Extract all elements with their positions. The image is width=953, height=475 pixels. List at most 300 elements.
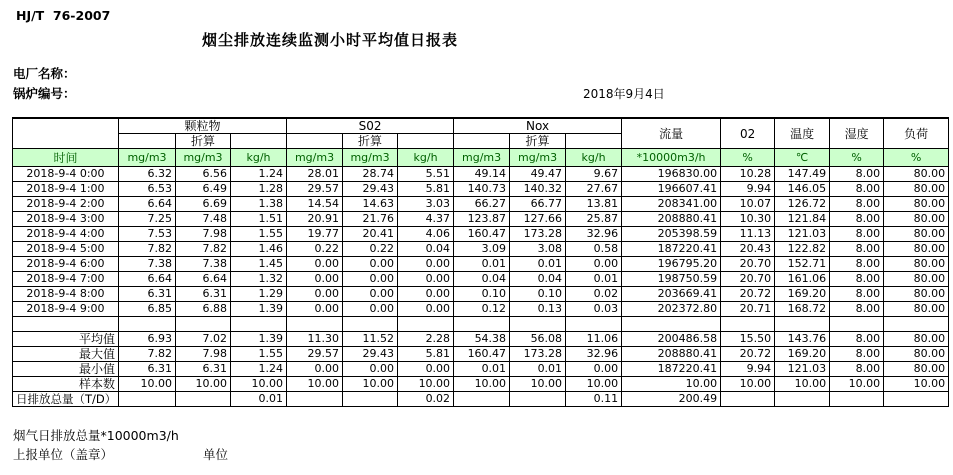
value-cell: 32.96 (566, 347, 622, 362)
value-cell: 80.00 (884, 242, 949, 257)
value-cell: 161.06 (775, 272, 830, 287)
value-cell: 1.55 (231, 347, 287, 362)
standard-code: HJ/T 76-2007 (16, 8, 111, 23)
value-cell: 80.00 (884, 212, 949, 227)
blank-cell (13, 317, 119, 332)
value-cell: 0.13 (510, 302, 566, 317)
table-row (13, 227, 949, 242)
value-cell: 0.00 (287, 257, 343, 272)
value-cell: 196830.00 (622, 167, 721, 182)
value-cell: 160.47 (454, 227, 510, 242)
value-cell: 80.00 (884, 167, 949, 182)
value-cell: 11.06 (566, 332, 622, 347)
value-cell: 27.67 (566, 182, 622, 197)
value-cell: 123.87 (454, 212, 510, 227)
value-cell: 9.67 (566, 167, 622, 182)
value-cell: 200.49 (622, 392, 721, 407)
summary-row (13, 377, 949, 392)
value-cell: 0.00 (287, 362, 343, 377)
value-cell: 7.82 (176, 242, 231, 257)
blank-cell (398, 134, 454, 149)
value-cell: 169.20 (775, 347, 830, 362)
value-cell: 143.76 (775, 332, 830, 347)
time-cell: 2018-9-4 4:00 (13, 227, 119, 242)
value-cell: 5.51 (398, 167, 454, 182)
value-cell: 196607.41 (622, 182, 721, 197)
value-cell (510, 392, 566, 407)
value-cell (830, 392, 884, 407)
value-cell: 8.00 (830, 242, 884, 257)
time-cell: 2018-9-4 6:00 (13, 257, 119, 272)
value-cell: 173.28 (510, 227, 566, 242)
value-cell: 29.57 (287, 347, 343, 362)
value-cell: 0.00 (343, 302, 398, 317)
corner-cell (13, 118, 119, 149)
value-cell: 1.24 (231, 362, 287, 377)
value-cell: 8.00 (830, 167, 884, 182)
value-cell: 0.00 (287, 287, 343, 302)
value-cell: 1.32 (231, 272, 287, 287)
value-cell: 8.00 (830, 182, 884, 197)
value-cell (884, 392, 949, 407)
value-cell: 200486.58 (622, 332, 721, 347)
value-cell: 6.64 (119, 197, 176, 212)
value-cell: 0.00 (398, 257, 454, 272)
value-cell: 0.02 (398, 392, 454, 407)
value-cell (775, 392, 830, 407)
value-cell (176, 392, 231, 407)
value-cell: 10.00 (884, 377, 949, 392)
value-cell: 6.88 (176, 302, 231, 317)
value-cell: 20.41 (343, 227, 398, 242)
value-cell: 11.52 (343, 332, 398, 347)
value-cell: 8.00 (830, 362, 884, 377)
table-row (13, 197, 949, 212)
value-cell: 7.38 (176, 257, 231, 272)
value-cell: 147.49 (775, 167, 830, 182)
value-cell: 8.00 (830, 272, 884, 287)
time-cell: 2018-9-4 2:00 (13, 197, 119, 212)
plant-name-label: 电厂名称： (13, 66, 76, 81)
reporting-unit-label: 上报单位（盖章） (13, 447, 114, 462)
unit-cell: % (884, 149, 949, 167)
value-cell: 121.84 (775, 212, 830, 227)
time-column-header: 时间 (13, 149, 119, 167)
value-cell: 0.00 (343, 272, 398, 287)
value-cell: 8.00 (830, 212, 884, 227)
converted-label-particulate: 折算 (176, 134, 231, 149)
value-cell: 160.47 (454, 347, 510, 362)
value-cell: 19.77 (287, 227, 343, 242)
time-cell: 2018-9-4 5:00 (13, 242, 119, 257)
value-cell: 8.00 (830, 302, 884, 317)
value-cell: 0.01 (454, 257, 510, 272)
value-cell: 80.00 (884, 182, 949, 197)
table-row (13, 212, 949, 227)
value-cell (287, 392, 343, 407)
blank-cell (884, 317, 949, 332)
value-cell: 20.71 (721, 302, 775, 317)
blank-cell (231, 317, 287, 332)
value-cell: 6.93 (119, 332, 176, 347)
value-cell: 5.81 (398, 347, 454, 362)
value-cell (119, 392, 176, 407)
unit-cell: mg/m3 (454, 149, 510, 167)
daily-total-row (13, 392, 949, 407)
value-cell: 21.76 (343, 212, 398, 227)
value-cell: 80.00 (884, 257, 949, 272)
value-cell: 0.00 (398, 287, 454, 302)
value-cell: 6.31 (119, 362, 176, 377)
blank-cell (119, 134, 176, 149)
value-cell: 0.58 (566, 242, 622, 257)
value-cell: 208880.41 (622, 212, 721, 227)
value-cell: 0.00 (287, 302, 343, 317)
summary-row-label: 最小值 (13, 362, 119, 377)
summary-row (13, 362, 949, 377)
value-cell: 0.22 (287, 242, 343, 257)
table-row (13, 242, 949, 257)
value-cell: 28.01 (287, 167, 343, 182)
value-cell: 196795.20 (622, 257, 721, 272)
group-particulate: 颗粒物 (119, 118, 287, 134)
value-cell: 198750.59 (622, 272, 721, 287)
unit-label: 单位 (203, 447, 229, 462)
time-cell: 2018-9-4 8:00 (13, 287, 119, 302)
value-cell: 10.30 (721, 212, 775, 227)
value-cell: 0.10 (454, 287, 510, 302)
value-cell: 1.39 (231, 332, 287, 347)
value-cell: 0.00 (343, 362, 398, 377)
unit-cell: mg/m3 (287, 149, 343, 167)
value-cell: 10.00 (176, 377, 231, 392)
unit-cell: kg/h (566, 149, 622, 167)
value-cell: 0.04 (398, 242, 454, 257)
value-cell: 168.72 (775, 302, 830, 317)
value-cell: 20.72 (721, 287, 775, 302)
value-cell: 0.10 (510, 287, 566, 302)
time-cell: 2018-9-4 1:00 (13, 182, 119, 197)
table-body (13, 167, 949, 407)
value-cell: 127.66 (510, 212, 566, 227)
value-cell: 202372.80 (622, 302, 721, 317)
value-cell: 15.50 (721, 332, 775, 347)
value-cell: 80.00 (884, 287, 949, 302)
value-cell: 0.04 (454, 272, 510, 287)
blank-cell (510, 317, 566, 332)
unit-cell: ℃ (775, 149, 830, 167)
value-cell: 10.00 (721, 377, 775, 392)
value-cell: 205398.59 (622, 227, 721, 242)
unit-cell: % (830, 149, 884, 167)
value-cell: 6.31 (176, 362, 231, 377)
boiler-no-label: 锅炉编号： (13, 86, 76, 101)
value-cell: 0.01 (454, 362, 510, 377)
value-cell: 10.00 (510, 377, 566, 392)
col-temperature: 温度 (775, 118, 830, 149)
value-cell: 0.02 (566, 287, 622, 302)
value-cell: 1.39 (231, 302, 287, 317)
value-cell: 7.82 (119, 347, 176, 362)
value-cell: 1.51 (231, 212, 287, 227)
empty-row (13, 317, 949, 332)
value-cell: 1.45 (231, 257, 287, 272)
value-cell: 7.53 (119, 227, 176, 242)
col-load: 负荷 (884, 118, 949, 149)
unit-cell: kg/h (231, 149, 287, 167)
table-row (13, 257, 949, 272)
value-cell: 0.03 (566, 302, 622, 317)
value-cell: 122.82 (775, 242, 830, 257)
value-cell: 169.20 (775, 287, 830, 302)
value-cell: 80.00 (884, 332, 949, 347)
col-humidity: 湿度 (830, 118, 884, 149)
value-cell: 3.03 (398, 197, 454, 212)
value-cell: 3.09 (454, 242, 510, 257)
value-cell: 8.00 (830, 257, 884, 272)
blank-cell (398, 317, 454, 332)
value-cell: 208880.41 (622, 347, 721, 362)
value-cell: 208341.00 (622, 197, 721, 212)
value-cell: 28.74 (343, 167, 398, 182)
summary-row-label: 平均值 (13, 332, 119, 347)
value-cell: 10.07 (721, 197, 775, 212)
daily-total-label: 日排放总量（T/D） (13, 392, 119, 407)
value-cell (343, 392, 398, 407)
time-cell: 2018-9-4 3:00 (13, 212, 119, 227)
value-cell: 1.24 (231, 167, 287, 182)
value-cell: 10.00 (566, 377, 622, 392)
value-cell: 121.03 (775, 227, 830, 242)
unit-cell: % (721, 149, 775, 167)
value-cell: 1.55 (231, 227, 287, 242)
flue-gas-total-note: 烟气日排放总量*10000m3/h (13, 428, 179, 443)
value-cell (721, 392, 775, 407)
blank-cell (622, 317, 721, 332)
value-cell: 173.28 (510, 347, 566, 362)
value-cell: 8.00 (830, 197, 884, 212)
value-cell: 80.00 (884, 347, 949, 362)
value-cell: 126.72 (775, 197, 830, 212)
value-cell: 54.38 (454, 332, 510, 347)
value-cell: 6.85 (119, 302, 176, 317)
value-cell: 29.43 (343, 347, 398, 362)
value-cell: 6.64 (176, 272, 231, 287)
value-cell: 66.27 (454, 197, 510, 212)
unit-cell: *10000m3/h (622, 149, 721, 167)
table-row (13, 287, 949, 302)
value-cell: 1.29 (231, 287, 287, 302)
value-cell: 10.28 (721, 167, 775, 182)
value-cell: 0.01 (510, 257, 566, 272)
table-row (13, 302, 949, 317)
value-cell: 10.00 (454, 377, 510, 392)
value-cell: 49.47 (510, 167, 566, 182)
converted-label-so2: 折算 (343, 134, 398, 149)
value-cell: 4.37 (398, 212, 454, 227)
table-group-header-row (13, 118, 949, 134)
value-cell: 4.06 (398, 227, 454, 242)
value-cell: 7.48 (176, 212, 231, 227)
value-cell: 10.00 (622, 377, 721, 392)
value-cell: 49.14 (454, 167, 510, 182)
value-cell: 0.04 (510, 272, 566, 287)
value-cell: 7.38 (119, 257, 176, 272)
group-so2: S02 (287, 118, 454, 134)
value-cell: 0.12 (454, 302, 510, 317)
value-cell: 187220.41 (622, 242, 721, 257)
value-cell: 29.43 (343, 182, 398, 197)
value-cell: 1.28 (231, 182, 287, 197)
value-cell: 32.96 (566, 227, 622, 242)
table-row (13, 272, 949, 287)
value-cell: 10.00 (775, 377, 830, 392)
value-cell: 80.00 (884, 362, 949, 377)
value-cell: 0.00 (287, 272, 343, 287)
value-cell: 203669.41 (622, 287, 721, 302)
value-cell: 0.00 (398, 272, 454, 287)
value-cell: 187220.41 (622, 362, 721, 377)
value-cell: 20.91 (287, 212, 343, 227)
blank-cell (830, 317, 884, 332)
blank-cell (287, 134, 343, 149)
value-cell: 20.70 (721, 272, 775, 287)
value-cell: 29.57 (287, 182, 343, 197)
value-cell: 2.28 (398, 332, 454, 347)
blank-cell (721, 317, 775, 332)
value-cell: 11.30 (287, 332, 343, 347)
value-cell: 80.00 (884, 227, 949, 242)
group-nox: Nox (454, 118, 622, 134)
value-cell: 10.00 (119, 377, 176, 392)
value-cell: 0.00 (566, 362, 622, 377)
unit-cell: mg/m3 (510, 149, 566, 167)
time-cell: 2018-9-4 7:00 (13, 272, 119, 287)
value-cell: 6.69 (176, 197, 231, 212)
table-units-row (13, 149, 949, 167)
value-cell: 20.43 (721, 242, 775, 257)
summary-row-label: 最大值 (13, 347, 119, 362)
blank-cell (119, 317, 176, 332)
value-cell: 0.00 (566, 257, 622, 272)
value-cell: 10.00 (287, 377, 343, 392)
value-cell: 10.00 (343, 377, 398, 392)
value-cell: 140.32 (510, 182, 566, 197)
blank-cell (343, 317, 398, 332)
value-cell: 56.08 (510, 332, 566, 347)
value-cell: 7.25 (119, 212, 176, 227)
blank-cell (287, 317, 343, 332)
value-cell: 1.38 (231, 197, 287, 212)
value-cell: 8.00 (830, 332, 884, 347)
summary-row-label: 样本数 (13, 377, 119, 392)
blank-cell (775, 317, 830, 332)
value-cell: 10.00 (830, 377, 884, 392)
blank-cell (566, 317, 622, 332)
value-cell: 11.13 (721, 227, 775, 242)
value-cell: 14.54 (287, 197, 343, 212)
value-cell: 0.00 (398, 362, 454, 377)
value-cell: 140.73 (454, 182, 510, 197)
value-cell: 0.00 (343, 287, 398, 302)
value-cell: 6.56 (176, 167, 231, 182)
value-cell: 7.98 (176, 347, 231, 362)
value-cell: 0.01 (231, 392, 287, 407)
value-cell: 3.08 (510, 242, 566, 257)
time-cell: 2018-9-4 0:00 (13, 167, 119, 182)
converted-label-nox: 折算 (510, 134, 566, 149)
blank-cell (231, 134, 287, 149)
value-cell: 152.71 (775, 257, 830, 272)
blank-cell (566, 134, 622, 149)
value-cell: 9.94 (721, 362, 775, 377)
value-cell: 0.01 (510, 362, 566, 377)
value-cell: 9.94 (721, 182, 775, 197)
value-cell: 13.81 (566, 197, 622, 212)
blank-cell (454, 134, 510, 149)
value-cell: 7.82 (119, 242, 176, 257)
value-cell: 20.72 (721, 347, 775, 362)
report-table (12, 117, 949, 407)
value-cell: 8.00 (830, 227, 884, 242)
value-cell: 1.46 (231, 242, 287, 257)
value-cell: 80.00 (884, 272, 949, 287)
value-cell: 0.00 (343, 257, 398, 272)
value-cell: 8.00 (830, 347, 884, 362)
table-row (13, 167, 949, 182)
col-flow: 流量 (622, 118, 721, 149)
unit-cell: kg/h (398, 149, 454, 167)
value-cell: 14.63 (343, 197, 398, 212)
value-cell: 10.00 (398, 377, 454, 392)
value-cell: 80.00 (884, 302, 949, 317)
value-cell: 6.31 (119, 287, 176, 302)
report-date: 2018年9月4日 (583, 87, 665, 101)
value-cell: 6.32 (119, 167, 176, 182)
value-cell: 6.64 (119, 272, 176, 287)
value-cell: 0.22 (343, 242, 398, 257)
value-cell: 80.00 (884, 197, 949, 212)
blank-cell (176, 317, 231, 332)
value-cell: 66.77 (510, 197, 566, 212)
value-cell: 0.00 (398, 302, 454, 317)
page-title: 烟尘排放连续监测小时平均值日报表 (201, 31, 458, 49)
value-cell: 6.53 (119, 182, 176, 197)
value-cell: 0.11 (566, 392, 622, 407)
value-cell (454, 392, 510, 407)
value-cell: 0.01 (566, 272, 622, 287)
value-cell: 10.00 (231, 377, 287, 392)
unit-cell: mg/m3 (119, 149, 176, 167)
summary-row (13, 332, 949, 347)
unit-cell: mg/m3 (343, 149, 398, 167)
summary-row (13, 347, 949, 362)
value-cell: 6.49 (176, 182, 231, 197)
time-cell: 2018-9-4 9:00 (13, 302, 119, 317)
value-cell: 146.05 (775, 182, 830, 197)
value-cell: 7.98 (176, 227, 231, 242)
value-cell: 25.87 (566, 212, 622, 227)
value-cell: 121.03 (775, 362, 830, 377)
col-o2: 02 (721, 118, 775, 149)
value-cell: 7.02 (176, 332, 231, 347)
value-cell: 5.81 (398, 182, 454, 197)
value-cell: 20.70 (721, 257, 775, 272)
unit-cell: mg/m3 (176, 149, 231, 167)
blank-cell (454, 317, 510, 332)
table-row (13, 182, 949, 197)
value-cell: 6.31 (176, 287, 231, 302)
